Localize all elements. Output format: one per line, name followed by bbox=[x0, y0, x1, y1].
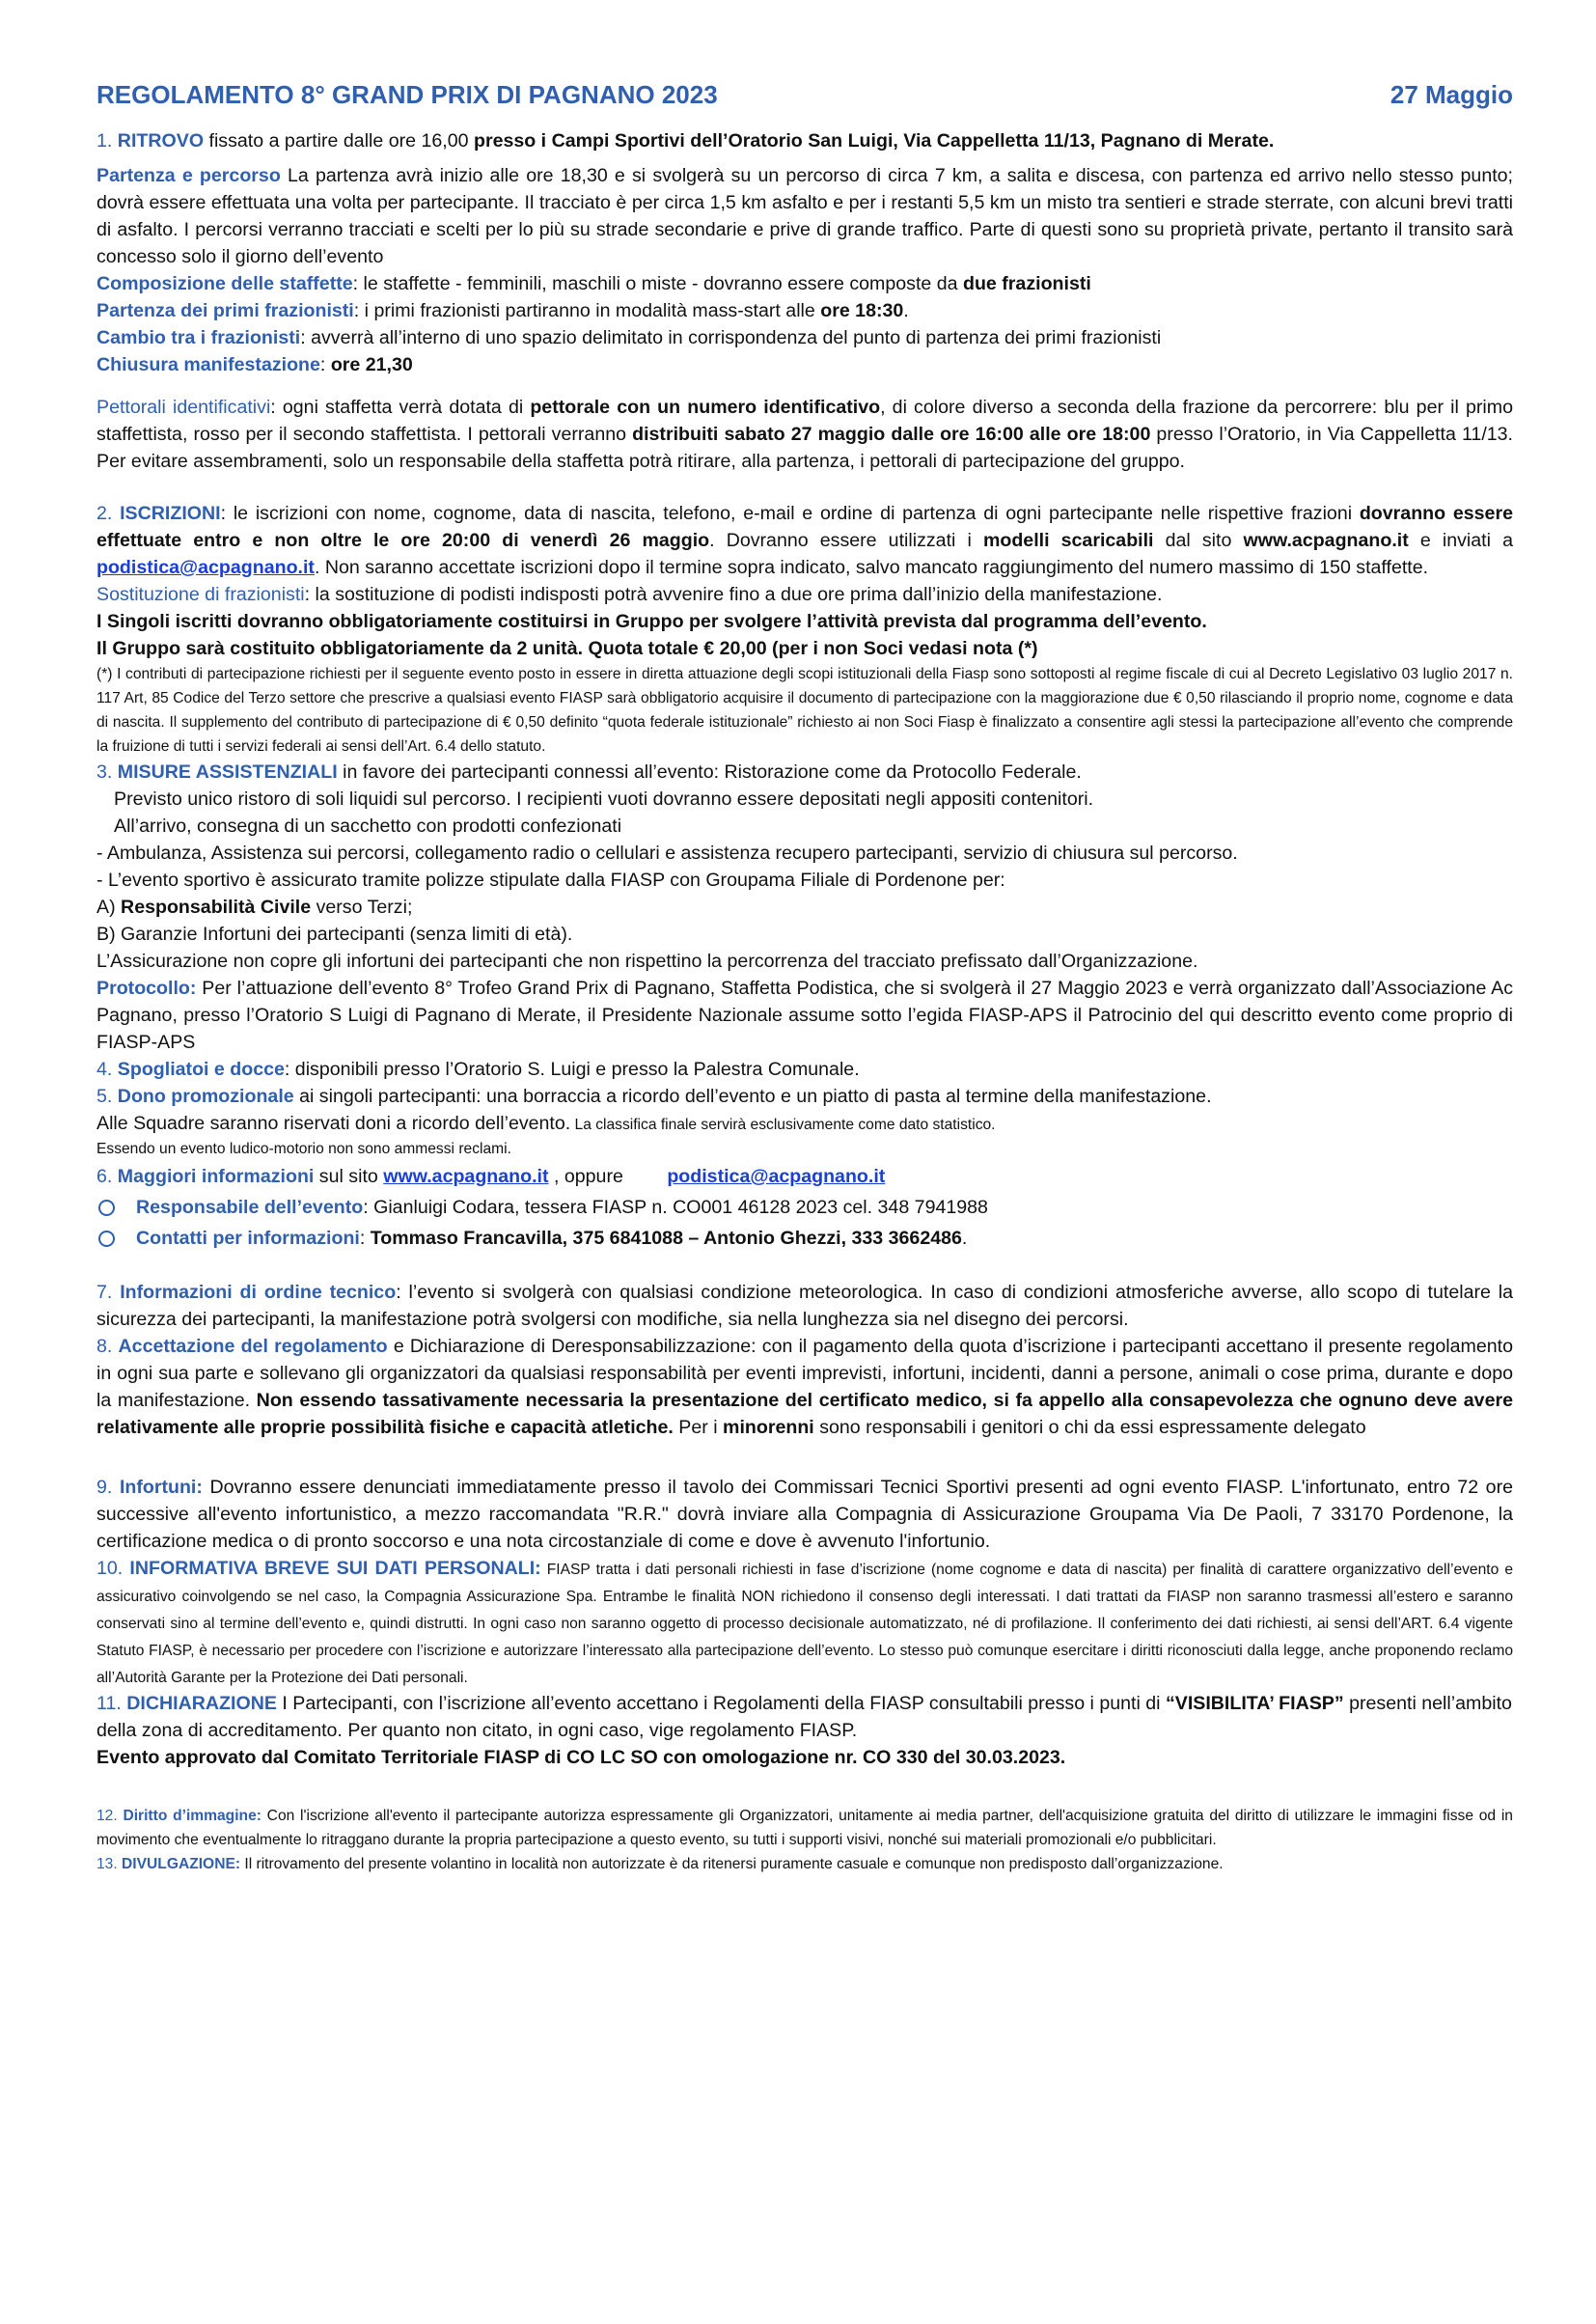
section-text: . Dovranno essere utilizzati i bbox=[709, 530, 983, 551]
section-number: 1. bbox=[96, 130, 113, 152]
paragraph-cambio bbox=[96, 324, 1513, 351]
paragraph-gruppo: Il Gruppo sarà costituito obbligatoriamente da 2 unità. Quota totale € 20,00 (per i non Soci vedasi nota (*) bbox=[96, 638, 1038, 659]
list-text-bold: Responsabilità Civile bbox=[121, 897, 312, 918]
section-label: Infortuni: bbox=[119, 1477, 203, 1498]
regolamento-page bbox=[96, 77, 1513, 1876]
paragraph-composizione bbox=[96, 270, 1513, 297]
assistenza-line: - L’evento sportivo è assicurato tramite polizze stipulate dalla FIASP con Groupama Filiale di Pordenone per: bbox=[96, 870, 1005, 891]
assistenza-line: - Ambulanza, Assistenza sui percorsi, collegamento radio o cellulari e assistenza recupero partecipanti, servizio di chiusura sul percorso. bbox=[96, 843, 1238, 864]
bullet-circle-icon bbox=[98, 1231, 115, 1247]
section-text: : disponibili presso l’Oratorio S. Luigi e presso la Palestra Comunale. bbox=[284, 1059, 860, 1080]
dono-text-small: La classifica finale servirà esclusivamente come dato statistico. bbox=[570, 1117, 996, 1133]
assicurazione-note: L’Assicurazione non copre gli infortuni dei partecipanti che non rispettino la percorrenza del tracciato prefissato dall’Organizzazione. bbox=[96, 951, 1198, 972]
section-label: Spogliatoi e docce bbox=[117, 1059, 285, 1080]
section-text: presenti nell’ambito della zona di accreditamento. Per quanto non citato, in ogni caso, vige regolamento FIASP. bbox=[96, 1693, 1512, 1741]
contact-text-bold: Tommaso Francavilla, 375 6841088 – Antonio Ghezzi, 333 3662486 bbox=[370, 1228, 962, 1249]
assicurazione-b: B) Garanzie Infortuni dei partecipanti (senza limiti di età). bbox=[96, 924, 573, 945]
paragraph-chiusura bbox=[96, 351, 1513, 378]
paragraph-protocollo bbox=[96, 975, 1513, 1056]
contact-label: Contatti per informazioni bbox=[136, 1228, 360, 1249]
paragraph-text: : le staffette - femminili, maschili o miste - dovranno essere composte da bbox=[352, 273, 963, 294]
assistenza-line: All’arrivo, consegna di un sacchetto con prodotti confezionati bbox=[114, 816, 622, 837]
section-label: ISCRIZIONI bbox=[120, 503, 221, 524]
section-text-bold: minorenni bbox=[723, 1417, 814, 1438]
section-text-bold: modelli scaricabili bbox=[982, 530, 1154, 551]
section-text: I Partecipanti, con l’iscrizione all’evento accettano i Regolamenti della FIASP consultabili presso i punti di bbox=[276, 1693, 1166, 1714]
paragraph-sostituzione bbox=[96, 581, 1513, 608]
section-label: INFORMATIVA BREVE SUI DATI PERSONALI: bbox=[129, 1558, 541, 1579]
dono-text: Alle Squadre saranno riservati doni a ricordo dell’evento. bbox=[96, 1113, 571, 1134]
section-label: Accettazione del regolamento bbox=[118, 1336, 388, 1357]
section-spogliatoi bbox=[96, 1056, 1513, 1083]
paragraph-label: Partenza e percorso bbox=[96, 165, 281, 186]
section-text: in favore dei partecipanti connessi all’evento: Ristorazione come da Protocollo Federale. bbox=[337, 761, 1082, 783]
page-header bbox=[96, 77, 1513, 112]
section-accettazione bbox=[96, 1333, 1513, 1441]
paragraph-label: Chiusura manifestazione bbox=[96, 354, 320, 375]
paragraph-partenza-percorso bbox=[96, 162, 1513, 270]
footnote-quota: (*) I contributi di partecipazione richiesti per il seguente evento posto in essere in diretta attuazione degli scopi istituzionali della Fiasp sono sottoposti al regime fiscale di cui al Decreto Legislativo 03 luglio 2017 n. 117 Art, 85 Codice del Terzo settore che prescrive a qualsiasi evento FIASP sarà obbligatorio acquisire il documento di partecipazione con la maggiorazione due € 0,50 rilasciando il proprio nome, cognome e data di nascita. Il supplemento del contributo di partecipazione di € 0,50 definito “quota federale istituzionale” richiesto ai non Soci Fiasp è finalizzato a consentire agli stessi la partecipazione all’evento che comprende la fruizione di tutti i servizi federali ai sensi dell’Art. 6.4 dello statuto. bbox=[96, 666, 1513, 755]
section-text: e Dichiarazione di Deresponsabilizzazione: con il pagamento della quota d’iscrizione i partecipanti accettano il presente regolamento in ogni sua parte e sollevano gli organizzatori da qualsiasi responsabilità per eventi imprevisti, infortuni, incidenti, danni a persone, animali o cose prima, durante e dopo la manifestazione. bbox=[96, 1336, 1513, 1411]
paragraph-partenza-primi bbox=[96, 297, 1513, 324]
section-text: : le iscrizioni con nome, cognome, data di nascita, telefono, e-mail e ordine di partenza di ogni partecipante nelle rispettive frazioni bbox=[220, 503, 1360, 524]
section-text: Con l'iscrizione all'evento il partecipante autorizza espressamente gli Organizzatori, unitamente ai media partner, dell'acquisizione gratuita del diritto di utilizzare le immagini fisse od in movimento che eventualmente lo ritraggano durante la propria partecipazione a questo evento, su tutti i supporti visivi, nonché sui materiali promozionali e/o pubblicitari. bbox=[96, 1808, 1513, 1848]
section-label: DIVULGAZIONE: bbox=[122, 1856, 241, 1872]
paragraph-label: Composizione delle staffette bbox=[96, 273, 353, 294]
section-text: sono responsabili i genitori o chi da essi espressamente delegato bbox=[813, 1417, 1366, 1438]
section-text-bold: “VISIBILITA’ FIASP” bbox=[1165, 1693, 1344, 1714]
list-marker: A) bbox=[96, 897, 122, 918]
section-text: sul sito bbox=[314, 1166, 384, 1187]
section-number: 13. bbox=[96, 1856, 118, 1872]
section-text: Dovranno essere denunciati immediatamente presso il tavolo dei Commissari Tecnici Sportivi presenti ad ogni evento FIASP. L'infortunato, entro 72 ore successive all'evento infortunistico, a mezzo raccomandata "R.R." dovrà inviare alla Compagnia di Assicurazione Groupama Via De Paoli, 7 33170 Pordenone, la certificazione medica o di pronto soccorso e una nota circostanziale di come e dove è avvenuto l'infortunio. bbox=[96, 1477, 1514, 1552]
section-infortuni bbox=[96, 1474, 1513, 1555]
section-iscrizioni bbox=[96, 500, 1513, 581]
section-ritrovo bbox=[96, 127, 1513, 154]
section-number: 8. bbox=[96, 1336, 113, 1357]
section-dichiarazione bbox=[96, 1690, 1513, 1744]
bullet-circle-icon bbox=[98, 1200, 115, 1216]
contact-responsabile bbox=[96, 1192, 1513, 1223]
section-text: fissato a partire dalle ore 16,00 bbox=[204, 130, 474, 152]
paragraph-text-bold: ore 21,30 bbox=[330, 354, 413, 375]
section-text: ai singoli partecipanti: una borraccia a ricordo dell’evento e un piatto di pasta al termine della manifestazione. bbox=[293, 1086, 1212, 1107]
section-text: Per i bbox=[673, 1417, 724, 1438]
event-date: 27 Maggio bbox=[1390, 80, 1513, 109]
page-title: REGOLAMENTO 8° GRAND PRIX DI PAGNANO 2023 bbox=[96, 80, 718, 109]
paragraph-label: Partenza dei primi frazionisti bbox=[96, 300, 354, 321]
section-text-bold: dovranno essere effettuate entro e non oltre le ore 20:00 di venerdì 26 maggio bbox=[96, 503, 1513, 551]
paragraph-text: Per l’attuazione dell’evento 8° Trofeo Grand Prix di Pagnano, Staffetta Podistica, che si svolgerà il 27 Maggio 2023 e verrà organizzato dall’Associazione Ac Pagnano, presso l’Oratorio S Luigi di Pagnano di Merate, il Presidente Nazionale assume sotto l’egida FIASP-APS il Patrocinio del qui descritto evento come proprio di FIASP-APS bbox=[96, 978, 1513, 1053]
section-ordine-tecnico bbox=[96, 1279, 1513, 1333]
section-text-small: FIASP tratta i dati personali richiesti in fase d’iscrizione (nome cognome e data di nascita) per finalità di carattere organizzativo dell’evento e assicurativo coinvolgendo se nel caso, la Compagnia Assicurazione Spa. Entrambe le finalità NON richiedono il consenso degli interessati. I dati trattati da FIASP non saranno trasmessi all’estero e saranno conservati sino al termine dell’evento e, quindi distrutti. In ogni caso non saranno oggetto di processo decisionale automatizzato, né di profilazione. Il conferimento dei dati richiesti, ai sensi dell’ART. 6.4 vigente Statuto FIASP, è necessario per procedere con l’iscrizione e autorizzare l’interessato alla partecipazione dell’evento. Lo stesso può comunque esercitare i diritti riconosciuti dalla legge, anche proponendo reclamo all’Autorità Garante per la Protezione dei Dati personali. bbox=[96, 1562, 1513, 1686]
section-text: Il ritrovamento del presente volantino in località non autorizzate è da ritenersi puramente casuale e comunque non predisposto dall’organizzazione. bbox=[240, 1856, 1224, 1872]
section-number: 3. bbox=[96, 761, 113, 783]
omologazione: Evento approvato dal Comitato Territoriale FIASP di CO LC SO con omologazione nr. CO 330 del 30.03.2023. bbox=[96, 1747, 1066, 1768]
section-label: Dono promozionale bbox=[117, 1086, 294, 1107]
section-number: 4. bbox=[96, 1059, 113, 1080]
section-text: e inviati a bbox=[1408, 530, 1513, 551]
paragraph-text-bold: pettorale con un numero identificativo bbox=[530, 397, 881, 418]
contact-text: : Gianluigi Codara, tessera FIASP n. CO001 46128 2023 cel. 348 7941988 bbox=[363, 1197, 988, 1218]
paragraph-text: , di colore diverso a seconda della frazione da percorrere: blu per il primo staffettista, rosso per il secondo staffettista. I pettorali verranno bbox=[96, 397, 1513, 445]
dono-reclami: Essendo un evento ludico-motorio non sono ammessi reclami. bbox=[96, 1141, 511, 1157]
section-dati-personali bbox=[96, 1555, 1513, 1690]
section-number: 6. bbox=[96, 1166, 113, 1187]
section-number: 12. bbox=[96, 1808, 118, 1824]
assistenza-line: Previsto unico ristoro di soli liquidi sul percorso. I recipienti vuoti dovranno essere depositati negli appositi contenitori. bbox=[114, 788, 1094, 810]
section-number: 7. bbox=[96, 1282, 113, 1303]
section-number: 10. bbox=[96, 1558, 124, 1579]
section-label: MISURE ASSISTENZIALI bbox=[117, 761, 338, 783]
paragraph-text: presso l’Oratorio, in Via Cappelletta 11/13. Per evitare assembramenti, solo un responsabile della staffetta potrà ritirare, alla partenza, i pettorali di partecipazione del gruppo. bbox=[96, 424, 1513, 472]
paragraph-text: La partenza avrà inizio alle ore 18,30 e si svolgerà su un percorso di circa 7 km, a salita e discesa, con partenza ed arrivo nello stesso punto; dovrà essere effettuata una volta per partecipante. Il tracciato è per circa 1,5 km asfalto e per i restanti 5,5 km un misto tra sentieri e strade sterrate, con alcuni brevi tratti di asfalto. I percorsi verranno tracciati e scelti per lo più su strade secondarie e prive di grande traffico. Parte di questi sono su proprietà private, pertanto il transito sarà concesso solo il giorno dell’evento bbox=[96, 165, 1514, 267]
section-label: RITROVO bbox=[117, 130, 205, 152]
section-text-bold: Non essendo tassativamente necessaria la presentazione del certificato medico, si fa appello alla consapevolezza che ognuno deve avere relativamente alle proprie possibilità fisiche e capacità atletiche. bbox=[96, 1390, 1513, 1438]
section-label: Informazioni di ordine tecnico bbox=[120, 1282, 397, 1303]
contact-text: : bbox=[359, 1228, 371, 1249]
dono-line bbox=[96, 1110, 1513, 1137]
paragraph-pettorali bbox=[96, 394, 1513, 475]
paragraph-label: Cambio tra i frazionisti bbox=[96, 327, 301, 348]
website-text: www.acpagnano.it bbox=[1243, 530, 1409, 551]
section-label: DICHIARAZIONE bbox=[126, 1693, 277, 1714]
email-link[interactable]: podistica@acpagnano.it bbox=[667, 1166, 886, 1187]
paragraph-label: Pettorali identificativi bbox=[96, 397, 271, 418]
section-number: 5. bbox=[96, 1086, 113, 1107]
email-link[interactable]: podistica@acpagnano.it bbox=[96, 557, 315, 578]
paragraph-label: Sostituzione di frazionisti bbox=[96, 584, 305, 605]
paragraph-text: : ogni staffetta verrà dotata di bbox=[270, 397, 531, 418]
section-label: Maggiori informazioni bbox=[117, 1166, 315, 1187]
section-number: 9. bbox=[96, 1477, 113, 1498]
section-label: Diritto d’immagine: bbox=[123, 1808, 261, 1824]
assicurazione-a bbox=[96, 894, 1513, 921]
section-number: 11. bbox=[96, 1693, 122, 1714]
contact-informazioni bbox=[96, 1223, 1513, 1254]
paragraph-text: . bbox=[903, 300, 909, 321]
contact-label: Responsabile dell’evento bbox=[136, 1197, 364, 1218]
contact-text: . bbox=[961, 1228, 968, 1249]
section-text: : l’evento si svolgerà con qualsiasi condizione meteorologica. In caso di condizioni atmosferiche avverse, allo scopo di tutelare la sicurezza dei partecipanti, la manifestazione potrà svolgersi con modifiche, sia nella lunghezza sia nel disegno dei percorsi. bbox=[96, 1282, 1514, 1330]
section-number: 2. bbox=[96, 503, 113, 524]
section-diritto-immagine bbox=[96, 1804, 1513, 1852]
section-text: . Non saranno accettate iscrizioni dopo il termine sopra indicato, salvo mancato raggiungimento del numero massimo di 150 staffette. bbox=[314, 557, 1429, 578]
paragraph-text-bold: due frazionisti bbox=[963, 273, 1091, 294]
section-text-bold: presso i Campi Sportivi dell’Oratorio San Luigi, Via Cappelletta 11/13, Pagnano di Merate. bbox=[473, 130, 1275, 152]
list-text: verso Terzi; bbox=[311, 897, 413, 918]
paragraph-label: Protocollo: bbox=[96, 978, 197, 999]
paragraph-singoli: I Singoli iscritti dovranno obbligatoriamente costituirsi in Gruppo per svolgere l’attività prevista dal programma dell’evento. bbox=[96, 611, 1207, 632]
paragraph-text: : avverrà all’interno di uno spazio delimitato in corrispondenza del punto di partenza dei primi frazionisti bbox=[300, 327, 1162, 348]
section-misure-assistenziali bbox=[96, 759, 1513, 786]
paragraph-text-bold: ore 18:30 bbox=[820, 300, 904, 321]
paragraph-text: : i primi frazionisti partiranno in modalità mass-start alle bbox=[353, 300, 821, 321]
section-dono bbox=[96, 1083, 1513, 1110]
website-link[interactable]: www.acpagnano.it bbox=[383, 1166, 549, 1187]
section-informazioni bbox=[96, 1161, 1513, 1192]
section-text: , oppure bbox=[548, 1166, 629, 1187]
paragraph-text: : la sostituzione di podisti indisposti potrà avvenire fino a due ore prima dall’inizio della manifestazione. bbox=[304, 584, 1163, 605]
section-divulgazione bbox=[96, 1852, 1513, 1876]
paragraph-text: : bbox=[319, 354, 331, 375]
paragraph-text-bold: distribuiti sabato 27 maggio dalle ore 16:00 alle ore 18:00 bbox=[632, 424, 1151, 445]
section-text: dal sito bbox=[1153, 530, 1244, 551]
